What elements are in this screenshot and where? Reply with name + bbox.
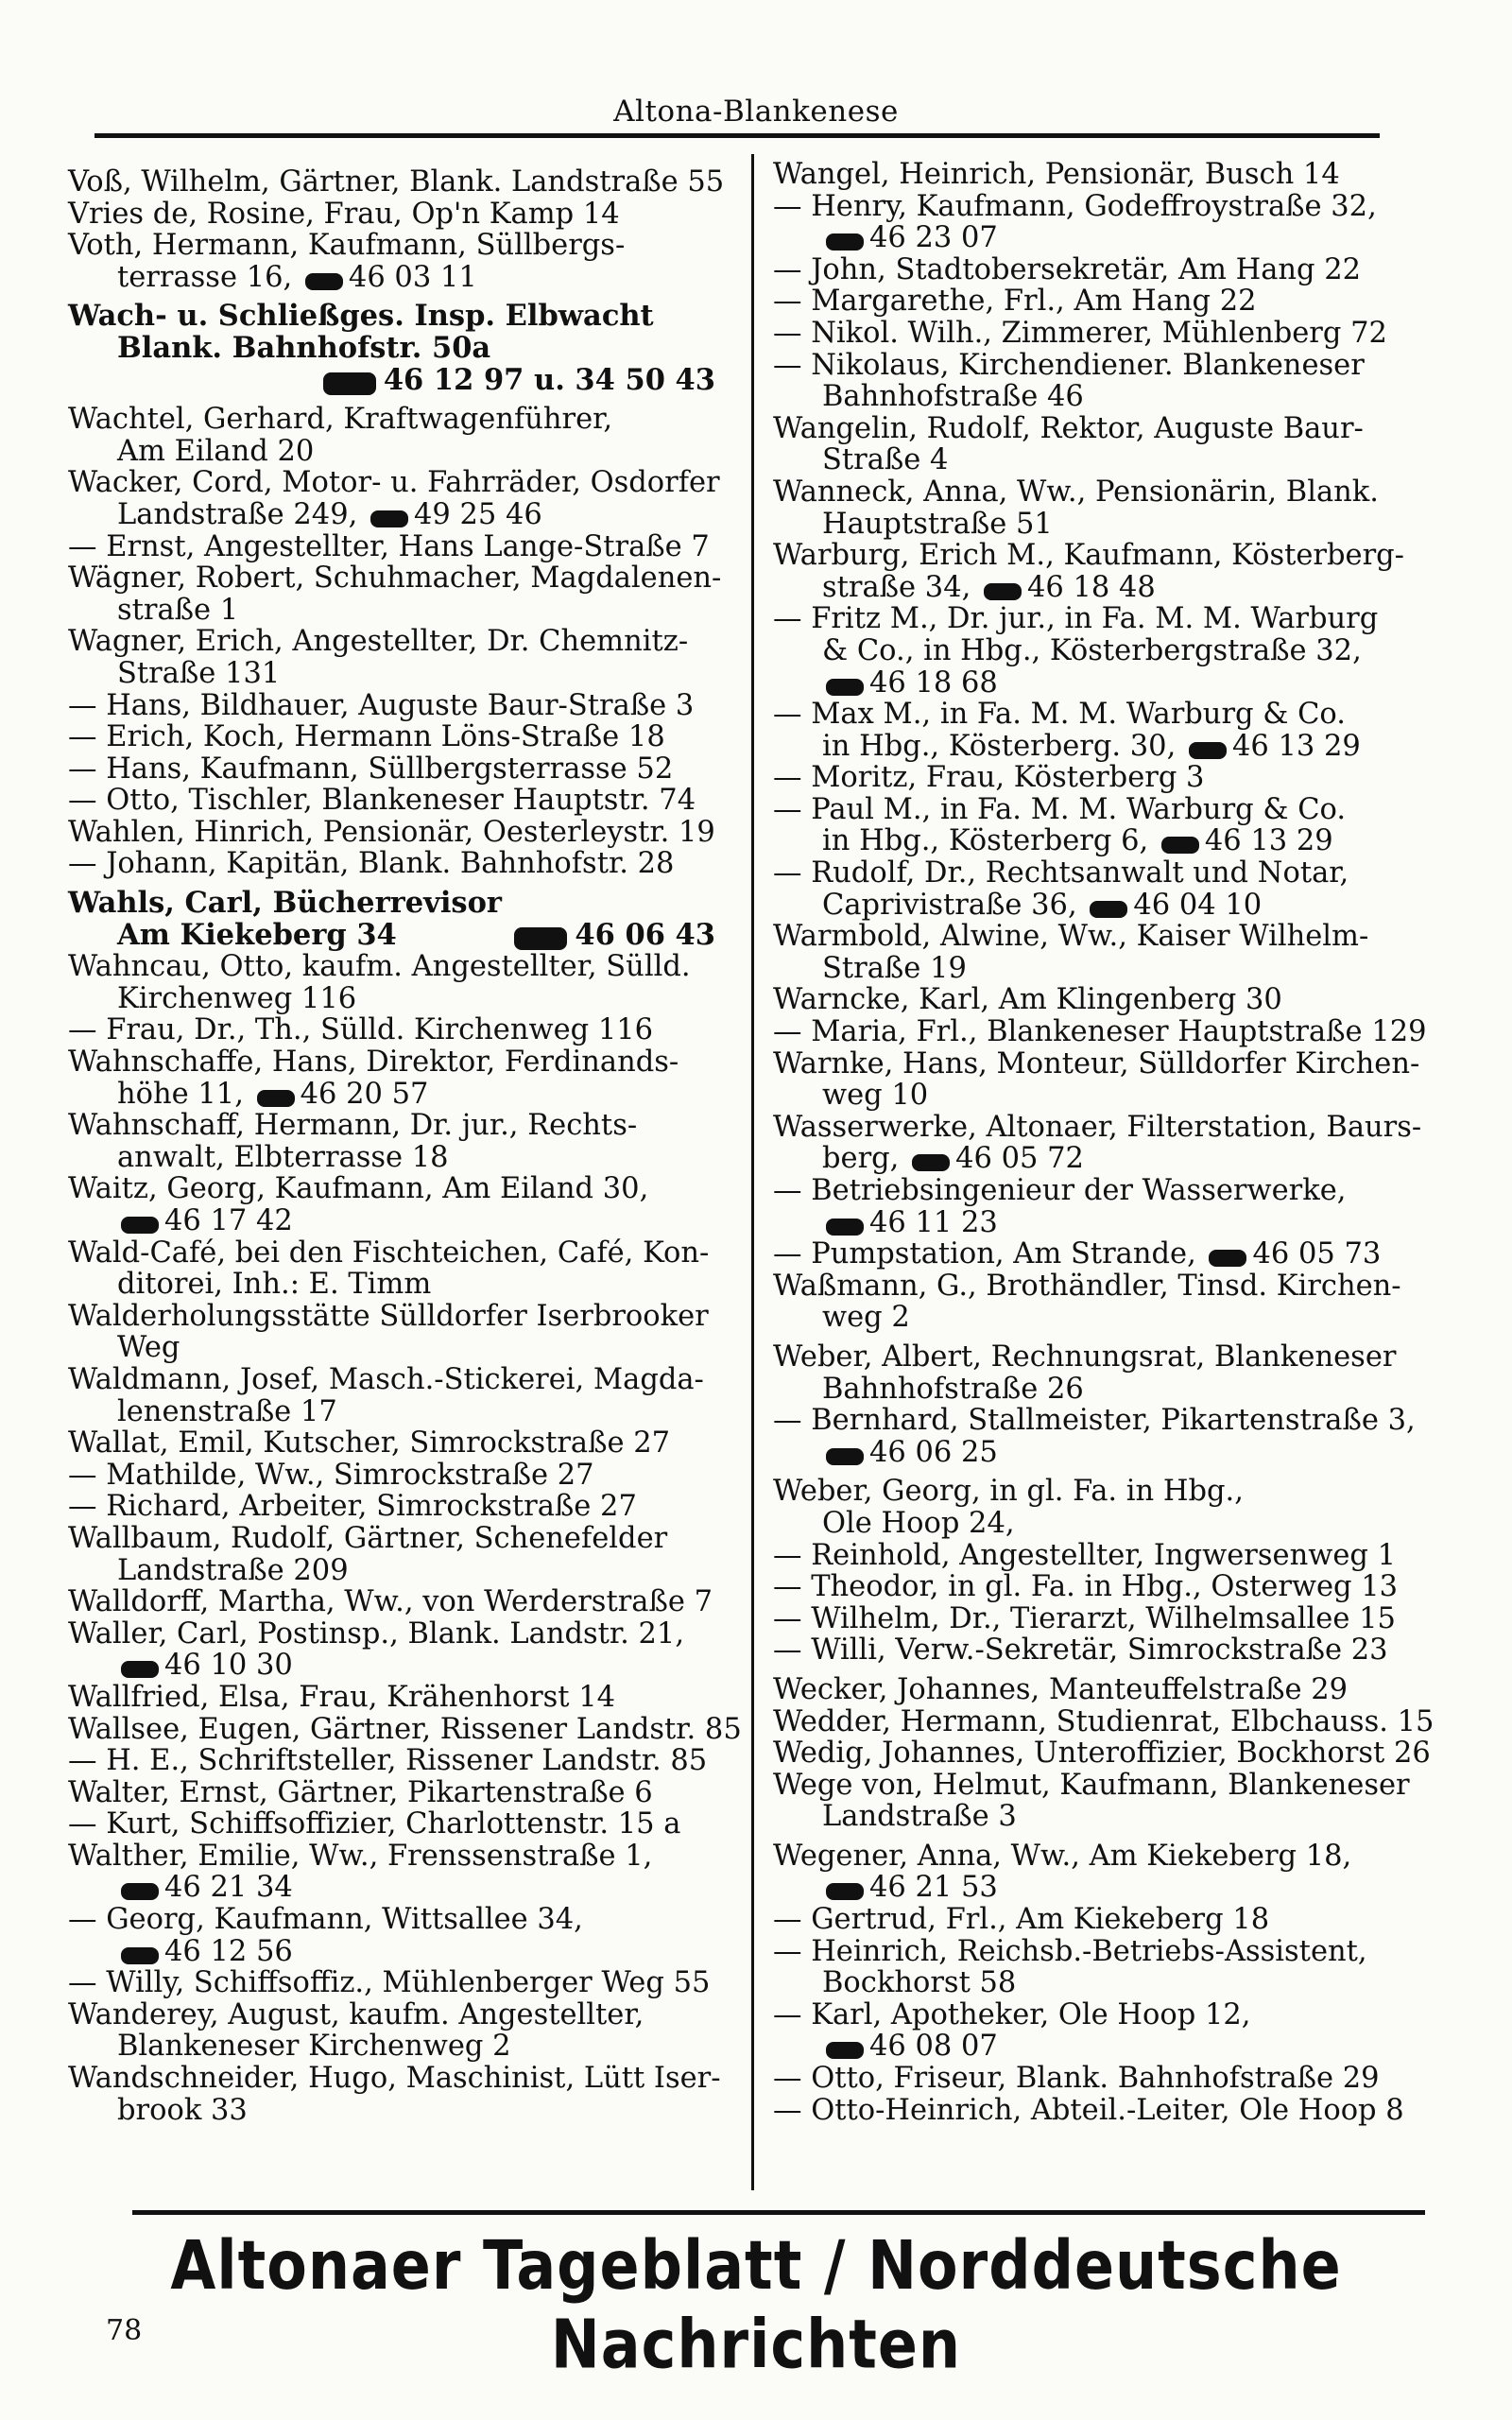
entry-text: — Gertrud, Frl., Am Kiekeberg 18 (773, 1903, 1270, 1937)
directory-line (68, 165, 725, 199)
entry-text: Straße 4 (822, 443, 949, 477)
directory-line (773, 318, 1453, 350)
entry-text: — Karl, Apotheker, Ole Hoop 12, (773, 1997, 1251, 2031)
telephone-icon (117, 1657, 159, 1676)
entry-text: — Margarethe, Frl., Am Hang 22 (773, 285, 1257, 319)
phone-number: 46 08 07 (869, 2030, 998, 2064)
telephone-icon (319, 369, 378, 395)
telephone-icon (117, 1944, 159, 1962)
directory-line (773, 984, 1453, 1016)
phone-number: 46 05 73 (1252, 1237, 1382, 1271)
entry-text: Walter, Ernst, Gärtner, Pikartenstraße 6 (68, 1775, 653, 1809)
directory-line (773, 1048, 1453, 1080)
entry-text: — Heinrich, Reichsb.-Betriebs-Assistent, (773, 1934, 1367, 1968)
directory-line (68, 785, 715, 817)
entry-text: Am Eiland 20 (117, 434, 315, 468)
entry-text: Blankeneser Kirchenweg 2 (117, 2030, 511, 2064)
directory-line (773, 1967, 1453, 1999)
phone-number: 46 13 29 (1204, 824, 1333, 858)
telephone-icon (822, 1215, 864, 1234)
entry-text: Straße 131 (117, 656, 281, 690)
directory-line (68, 817, 715, 849)
directory-line (68, 917, 715, 952)
directory-line (68, 1301, 715, 1333)
directory-line (68, 531, 715, 563)
directory-line (68, 753, 715, 786)
header-rule (94, 133, 1380, 138)
directory-line (68, 690, 715, 722)
entry-text: Waßmann, G., Brothändler, Tinsd. Kirchen- (773, 1269, 1401, 1303)
entry-text: — Johann, Kapitän, Blank. Bahnhofstr. 28 (68, 847, 675, 881)
entry-text: Walther, Emilie, Ww., Frenssenstraße 1, (68, 1839, 653, 1873)
entry-text: Waller, Carl, Postinsp., Blank. Landstr. 21, (68, 1616, 685, 1651)
entry-text: Wägner, Robert, Schuhmacher, Magdalenen- (68, 562, 722, 596)
directory-line (68, 1364, 715, 1396)
directory-line (68, 1237, 715, 1270)
directory-line (773, 191, 1453, 223)
entry-text: — Reinhold, Angestellter, Ingwersenweg 1 (773, 1538, 1396, 1572)
directory-line (68, 626, 715, 658)
telephone-icon (1158, 833, 1199, 852)
directory-line (773, 1770, 1453, 1802)
directory-line (68, 1142, 715, 1174)
directory-line (68, 466, 720, 500)
entry-text: weg 10 (822, 1079, 929, 1113)
entry-text: Wasserwerke, Altonaer, Filterstation, Baurs- (773, 1110, 1422, 1144)
directory-line (68, 1046, 715, 1079)
entry-text: — Max M., in Fa. M. M. Warburg & Co. (773, 698, 1346, 732)
directory-line (773, 1112, 1453, 1144)
directory-line (68, 1523, 715, 1555)
entry-text: Wege von, Helmut, Kaufmann, Blankeneser (773, 1768, 1410, 1802)
directory-line (773, 953, 1453, 985)
directory-line (773, 1175, 1453, 1207)
directory-line (773, 1238, 1453, 1270)
directory-line (773, 1999, 1453, 2031)
telephone-icon (510, 924, 569, 950)
entry-text: Hauptstraße 51 (822, 507, 1053, 541)
directory-line (773, 794, 1453, 826)
telephone-icon (367, 507, 408, 526)
entry-text: Wegener, Anna, Ww., Am Kiekeberg 18, (773, 1839, 1352, 1873)
phone-group (510, 917, 715, 952)
entry-text: Wallat, Emil, Kutscher, Simrockstraße 27 (68, 1426, 671, 1461)
directory-line (68, 262, 715, 294)
entry-text: — H. E., Schriftsteller, Rissener Landstr. 85 (68, 1744, 708, 1778)
entry-text: — Hans, Kaufmann, Süllbergsterrasse 52 (68, 752, 674, 786)
entry-text: Wahncau, Otto, kaufm. Angestellter, Sülld. (68, 950, 691, 984)
entry-text: Wahnschaffe, Hans, Direktor, Ferdinands- (68, 1046, 679, 1080)
directory-line (68, 1967, 715, 1999)
entry-text: — Georg, Kaufmann, Wittsallee 34, (68, 1903, 583, 1937)
directory-line (68, 2095, 715, 2127)
directory-line (68, 404, 715, 436)
directory-line (773, 1872, 1453, 1904)
directory-line (68, 1269, 715, 1301)
directory-line (68, 562, 722, 596)
telephone-icon (908, 1150, 950, 1169)
directory-line (68, 362, 715, 397)
entry-text: Voß, Wilhelm, Gärtner, Blank. Landstraße 55 (68, 165, 725, 199)
directory-line (68, 595, 715, 627)
phone-number: 46 12 56 (164, 1934, 293, 1968)
entry-text: Weg (117, 1331, 180, 1365)
telephone-icon (1185, 738, 1227, 757)
directory-line (68, 1682, 715, 1714)
entry-text: — Otto, Friseur, Blank. Bahnhofstraße 29 (773, 2062, 1380, 2096)
directory-line (773, 1143, 1453, 1175)
entry-text: Caprivistraße 36, (822, 888, 1077, 922)
phone-number: 46 03 11 (348, 260, 477, 294)
newspaper-masthead: Altonaer Tageblatt / Norddeutsche Nachrichten (170, 2225, 1342, 2384)
directory-line (773, 1540, 1453, 1572)
entry-text: Wedig, Johannes, Unteroffizier, Bockhorst 26 (773, 1737, 1431, 1771)
directory-line (68, 2031, 715, 2063)
directory-line (68, 888, 715, 920)
directory-line (773, 890, 1453, 922)
left-column (68, 165, 742, 2127)
directory-line (773, 731, 1453, 763)
directory-line (773, 285, 1453, 318)
directory-line (773, 1437, 1453, 1469)
entry-text: Wangelin, Rudolf, Rektor, Auguste Baur- (773, 411, 1364, 445)
entry-text: — Nikol. Wilh., Zimmerer, Mühlenberg 72 (773, 316, 1387, 350)
phone-number: 46 20 57 (300, 1077, 429, 1111)
directory-line (773, 1706, 1453, 1738)
directory-line (68, 230, 715, 262)
entry-text: in Hbg., Kösterberg. 30, (822, 729, 1177, 763)
running-head: Altona-Blankenese (613, 95, 899, 129)
directory-line (773, 603, 1453, 635)
directory-line (773, 2063, 1453, 2095)
entry-text: — Pumpstation, Am Strande, (773, 1237, 1196, 1271)
directory-line (68, 1904, 715, 1936)
entry-text: Warmbold, Alwine, Ww., Kaiser Wilhelm- (773, 920, 1369, 954)
entry-text: Wach- u. Schließges. Insp. Elbwacht (68, 299, 654, 334)
entry-text: Wedder, Hermann, Studienrat, Elbchauss. 15 (773, 1704, 1435, 1738)
directory-line (68, 499, 715, 531)
entry-text: — Frau, Dr., Th., Sülld. Kirchenweg 116 (68, 1013, 654, 1047)
entry-text: Wagner, Erich, Angestellter, Dr. Chemnitz- (68, 625, 689, 659)
directory-line (773, 667, 1453, 700)
entry-text: — Otto-Heinrich, Abteil.-Leiter, Ole Hoop 8 (773, 2093, 1404, 2127)
directory-line (68, 199, 715, 231)
phone-number: 46 06 25 (869, 1435, 998, 1469)
directory-line (68, 2062, 721, 2096)
telephone-icon (822, 230, 864, 249)
directory-line (68, 1396, 715, 1428)
phone-number: 46 13 29 (1231, 729, 1361, 763)
entry-text: anwalt, Elbterrasse 18 (117, 1140, 449, 1174)
directory-line (773, 1936, 1453, 1968)
directory-line (773, 222, 1453, 254)
directory-line (68, 1936, 715, 1968)
directory-line (773, 444, 1453, 476)
phone-number: 46 18 48 (1027, 570, 1156, 604)
entry-text: brook 33 (117, 2093, 248, 2127)
directory-line (773, 1476, 1453, 1508)
telephone-icon (117, 1213, 159, 1232)
entry-text: Wangel, Heinrich, Pensionär, Busch 14 (773, 158, 1340, 191)
directory-line (773, 350, 1453, 382)
entry-text: Wandschneider, Hugo, Maschinist, Lütt Iser- (68, 2062, 721, 2096)
entry-text: Wahls, Carl, Bücherrevisor (68, 886, 503, 921)
directory-line (773, 921, 1453, 953)
directory-line (68, 330, 715, 365)
directory-line (68, 1712, 742, 1746)
directory-line (773, 2095, 1453, 2127)
directory-line (68, 1586, 715, 1618)
entry-text: Bahnhofstraße 26 (822, 1372, 1084, 1406)
entry-text: Wacker, Cord, Motor- u. Fahrräder, Osdorfer (68, 466, 720, 500)
directory-line (773, 1571, 1453, 1603)
directory-line (773, 1207, 1453, 1239)
directory-line (68, 301, 715, 333)
entry-text: — Otto, Tischler, Blankeneser Hauptstr. 74 (68, 784, 696, 818)
entry-text: — Paul M., in Fa. M. M. Warburg & Co. (773, 792, 1347, 826)
directory-line (773, 1674, 1453, 1706)
directory-line (773, 254, 1453, 286)
phone-number: 46 11 23 (869, 1205, 998, 1239)
entry-text: — Ernst, Angestellter, Hans Lange-Straße 7 (68, 529, 710, 563)
entry-text: Kirchenweg 116 (117, 981, 357, 1015)
footer-rule (132, 2210, 1425, 2215)
phone-number: 46 21 53 (869, 1871, 998, 1905)
entry-text: terrasse 16, (117, 260, 293, 294)
directory-line (68, 1841, 715, 1873)
directory-line (773, 1016, 1453, 1048)
entry-text: — Richard, Arbeiter, Simrockstraße 27 (68, 1490, 637, 1524)
directory-line (68, 951, 715, 983)
entry-text: Vries de, Rosine, Frau, Op'n Kamp 14 (68, 197, 620, 231)
entry-text: Wald-Café, bei den Fischteichen, Café, Kon- (68, 1236, 710, 1270)
entry-text: — Theodor, in gl. Fa. in Hbg., Osterweg 13 (773, 1570, 1399, 1604)
entry-text: Wallfried, Elsa, Frau, Krähenhorst 14 (68, 1680, 616, 1714)
directory-line (773, 1374, 1453, 1406)
directory-line (68, 1872, 715, 1904)
directory-line (773, 413, 1453, 445)
entry-text: Blank. Bahnhofstr. 50a (117, 330, 491, 365)
phone-number: 46 21 34 (164, 1871, 293, 1905)
entry-text: Walderholungsstätte Sülldorfer Iserbrooker (68, 1299, 709, 1333)
telephone-icon (301, 269, 343, 288)
directory-line (68, 1110, 715, 1142)
telephone-icon (117, 1879, 159, 1898)
directory-line (68, 1555, 715, 1587)
phone-number: 46 04 10 (1133, 888, 1263, 922)
entry-text: Am Kiekeberg 34 (117, 917, 397, 952)
directory-line (68, 1491, 715, 1523)
entry-text: Wanderey, August, kaufm. Angestellter, (68, 1997, 644, 2031)
directory-line (773, 1801, 1453, 1833)
entry-text: Weber, Georg, in gl. Fa. in Hbg., (773, 1475, 1244, 1509)
directory-line (773, 540, 1453, 572)
directory-line (773, 476, 1453, 509)
entry-text: Walldorff, Martha, Ww., von Werderstraße 7 (68, 1585, 713, 1619)
entry-text: Wahnschaff, Hermann, Dr. jur., Rechts- (68, 1109, 638, 1143)
directory-line (68, 1777, 715, 1809)
entry-text: Wachtel, Gerhard, Kraftwagenführer, (68, 403, 613, 437)
directory-line (773, 1904, 1453, 1936)
entry-text: Bockhorst 58 (822, 1966, 1017, 2000)
directory-line (68, 1650, 715, 1682)
directory-line (773, 572, 1453, 604)
phone-number: 49 25 46 (414, 497, 542, 531)
directory-line (773, 699, 1453, 731)
entry-text: — Rudolf, Dr., Rechtsanwalt und Notar, (773, 856, 1349, 890)
entry-text: Wecker, Johannes, Manteuffelstraße 29 (773, 1672, 1349, 1706)
entry-text: Wallbaum, Rudolf, Gärtner, Schenefelder (68, 1521, 668, 1555)
entry-text: — Nikolaus, Kirchendiener. Blankeneser (773, 348, 1365, 382)
entry-text: Warncke, Karl, Am Klingenberg 30 (773, 983, 1282, 1017)
directory-line (68, 721, 715, 753)
entry-text: Landstraße 209 (117, 1553, 349, 1587)
entry-text: berg, (822, 1142, 900, 1176)
entry-text: — Bernhard, Stallmeister, Pikartenstraße 3, (773, 1404, 1416, 1438)
directory-line (773, 1341, 1453, 1374)
directory-line (773, 509, 1453, 541)
entry-text: ditorei, Inh.: E. Timm (117, 1268, 432, 1302)
directory-line (68, 658, 715, 690)
entry-text: — Fritz M., Dr. jur., in Fa. M. M. Warburg (773, 602, 1379, 636)
directory-line (773, 1270, 1453, 1303)
entry-text: Wallsee, Eugen, Gärtner, Rissener Landstr. 85 (68, 1712, 742, 1746)
entry-text: — Maria, Frl., Blankeneser Hauptstraße 129 (773, 1015, 1427, 1049)
entry-text: — Kurt, Schiffsoffizier, Charlottenstr. 15 a (68, 1807, 681, 1841)
directory-line (68, 1427, 715, 1460)
directory-line (773, 1603, 1453, 1635)
entry-text: Ole Hoop 24, (822, 1506, 1015, 1540)
entry-text: — Willy, Schiffsoffiz., Mühlenberger Weg 55 (68, 1966, 711, 2000)
directory-line (773, 762, 1453, 794)
phone-number: 46 10 30 (164, 1649, 293, 1683)
directory-line (773, 825, 1453, 857)
column-divider (751, 154, 754, 2190)
directory-line (773, 1405, 1453, 1437)
telephone-icon (253, 1086, 295, 1105)
telephone-icon (1205, 1246, 1246, 1265)
directory-line (773, 1302, 1453, 1334)
entry-text: Wanneck, Anna, Ww., Pensionärin, Blank. (773, 475, 1379, 509)
entry-text: — Mathilde, Ww., Simrockstraße 27 (68, 1458, 594, 1492)
telephone-icon (1086, 897, 1127, 916)
directory-line (68, 1460, 715, 1492)
directory-line (68, 436, 715, 468)
entry-text: straße 1 (117, 593, 239, 627)
entry-text: — Erich, Koch, Hermann Löns-Straße 18 (68, 720, 665, 754)
entry-text: Landstraße 3 (822, 1800, 1017, 1834)
entry-text: — Betriebsingenieur der Wasserwerke, (773, 1174, 1347, 1207)
directory-line (68, 1999, 715, 2031)
telephone-icon (822, 1444, 864, 1463)
phone-number: 46 18 68 (869, 666, 998, 700)
entry-text: & Co., in Hbg., Kösterbergstraße 32, (822, 633, 1362, 667)
entry-text: straße 34, (822, 570, 971, 604)
phone-number: 46 05 72 (955, 1142, 1084, 1176)
telephone-icon (822, 2038, 864, 2057)
directory-line (773, 159, 1453, 191)
directory-line (68, 1014, 715, 1046)
directory-line (773, 2031, 1453, 2063)
directory-line (68, 1173, 715, 1205)
entry-text: lenenstraße 17 (117, 1394, 337, 1428)
directory-line (68, 848, 715, 880)
entry-text: Warnke, Hans, Monteur, Sülldorfer Kirchen- (773, 1046, 1420, 1080)
entry-text: — Willi, Verw.-Sekretär, Simrockstraße 23 (773, 1634, 1388, 1668)
phone-number: 46 23 07 (869, 221, 998, 255)
directory-line (68, 1205, 715, 1237)
entry-text: Warburg, Erich M., Kaufmann, Kösterberg- (773, 539, 1404, 573)
entry-text: — Moritz, Frau, Kösterberg 3 (773, 761, 1205, 795)
phone-number: 46 12 97 u. 34 50 43 (383, 362, 715, 397)
entry-text: Landstraße 249, (117, 497, 358, 531)
directory-line (68, 1079, 715, 1111)
entry-text: — Henry, Kaufmann, Godeffroystraße 32, (773, 189, 1377, 223)
directory-line (773, 1080, 1453, 1112)
telephone-icon (822, 1879, 864, 1898)
entry-text: — John, Stadtobersekretär, Am Hang 22 (773, 252, 1362, 286)
entry-text: Straße 19 (822, 951, 967, 985)
directory-line (773, 1508, 1453, 1540)
directory-line (773, 1841, 1453, 1873)
directory-line (68, 983, 715, 1015)
directory-line (773, 1634, 1453, 1667)
entry-text: Weber, Albert, Rechnungsrat, Blankeneser (773, 1340, 1397, 1374)
phone-number: 46 17 42 (164, 1204, 293, 1237)
directory-line (68, 1332, 715, 1364)
entry-text: Bahnhofstraße 46 (822, 380, 1084, 414)
phone-number: 46 06 43 (575, 917, 715, 952)
entry-text: Voth, Hermann, Kaufmann, Süllbergs- (68, 229, 626, 263)
telephone-icon (980, 579, 1022, 598)
page-number: 78 (106, 2314, 143, 2347)
entry-text: — Wilhelm, Dr., Tierarzt, Wilhelmsallee 15 (773, 1601, 1396, 1635)
telephone-icon (822, 675, 864, 694)
entry-text: Waitz, Georg, Kaufmann, Am Eiland 30, (68, 1172, 649, 1206)
entry-text: höhe 11, (117, 1077, 244, 1111)
directory-line (773, 381, 1453, 413)
entry-text: in Hbg., Kösterberg 6, (822, 824, 1149, 858)
directory-line (773, 635, 1453, 667)
entry-text: — Hans, Bildhauer, Auguste Baur-Straße 3 (68, 688, 695, 722)
directory-line (773, 857, 1453, 890)
entry-text: weg 2 (822, 1301, 910, 1335)
directory-line (773, 1737, 1453, 1770)
entry-text: Wahlen, Hinrich, Pensionär, Oesterleystr. 19 (68, 815, 715, 849)
directory-line (68, 1808, 715, 1841)
entry-text: Waldmann, Josef, Masch.-Stickerei, Magda- (68, 1362, 704, 1396)
right-column (773, 159, 1453, 2126)
directory-line (68, 1745, 715, 1777)
directory-line (68, 1618, 715, 1651)
